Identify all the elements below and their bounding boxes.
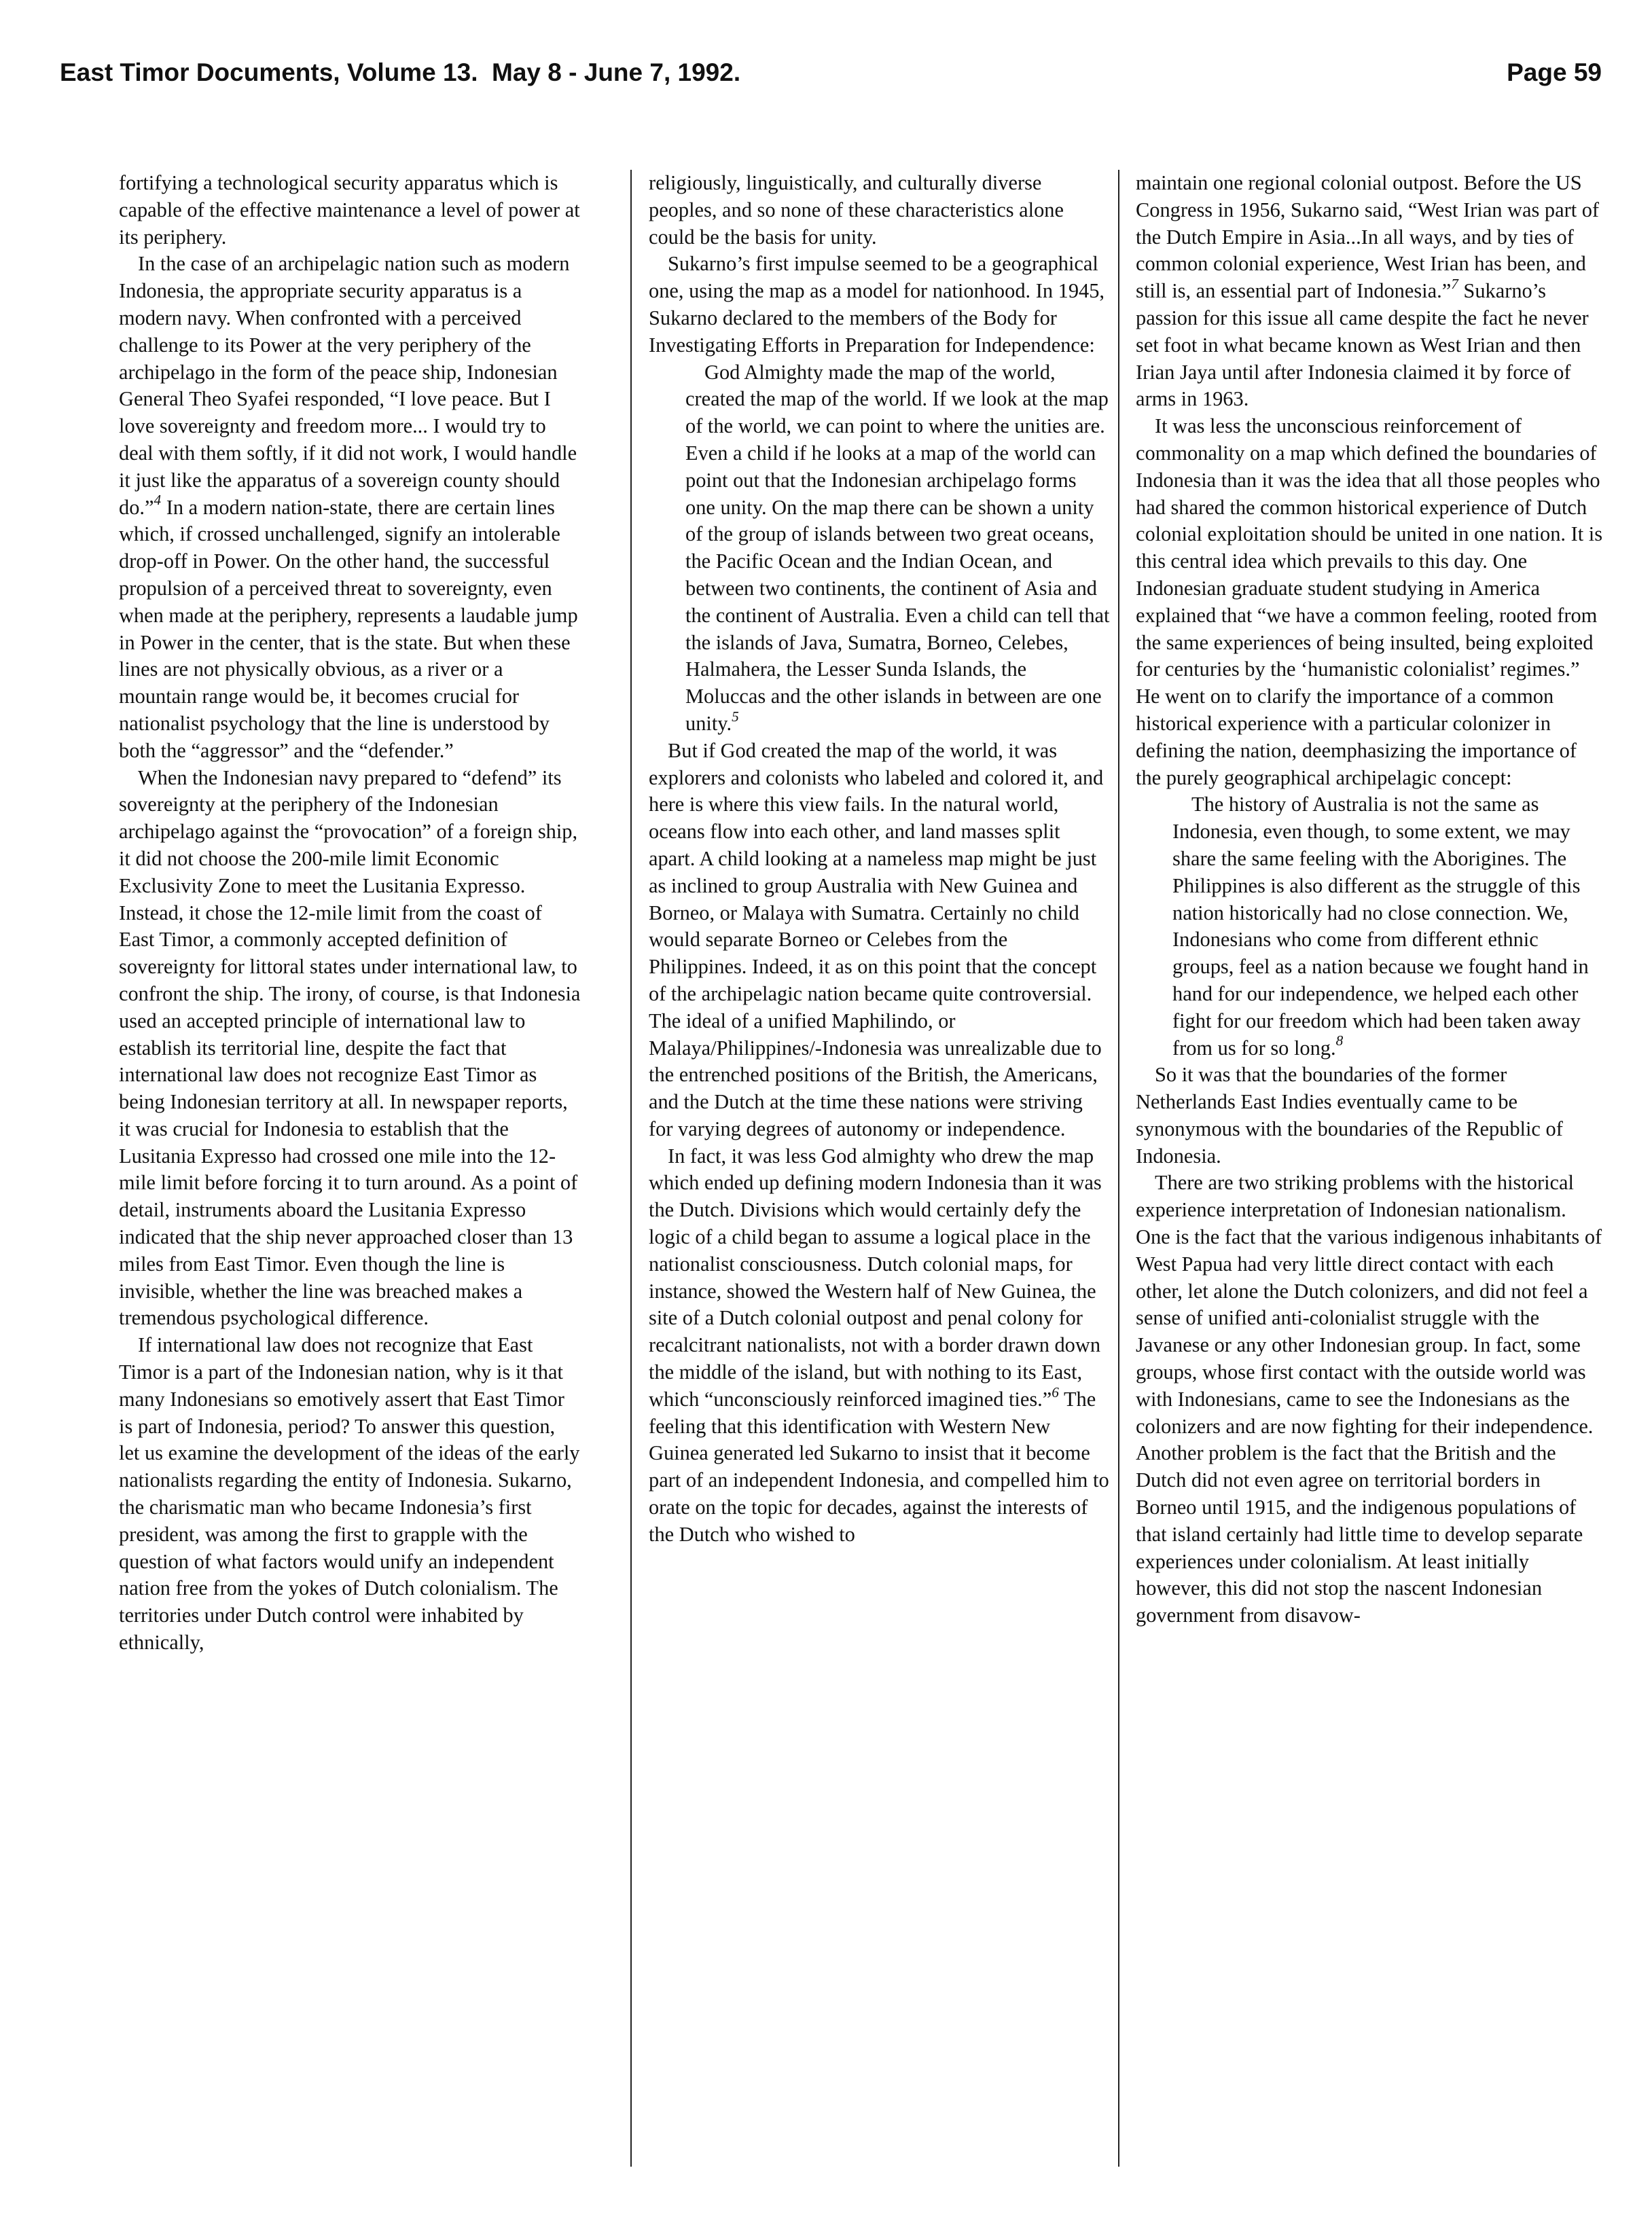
paragraph-text: It was less the unconscious reinforcement of commonality on a map which defined the boundaries of Indonesia than it was the idea that all those peoples who had shared the common historical experience of Dutch colonial exploitation should be united in one nation. It is this central idea which prevails to this day. One Indonesian graduate student studying in America explained that “we have a common feeling, rooted from the same experiences of being insulted, being exploited for centuries by the ‘humanistic colonialist’ regimes.” He went on to clarify the importance of a common historical experience with a particular colonizer in defining the nation, deemphasizing the importance of the purely geographical archipelagic concept: bbox=[1136, 414, 1603, 789]
page-header bbox=[60, 58, 1602, 106]
paragraph bbox=[119, 251, 581, 764]
paragraph-text: In fact, it was less God almighty who drew the map which ended up defining modern Indonesia than it was the Dutch. Divisions which would certainly defy the logic of a child began to assume a logical place in the nationalist consciousness. Dutch colonial maps, for instance, showed the Western half of New Guinea, the site of a Dutch colonial outpost and penal colony for recalcitrant nationalists, not with a border drawn down the middle of the island, but with nothing to its East, which “unconsciously reinforced imagined ties.” bbox=[649, 1144, 1102, 1411]
footnote-marker: 7 bbox=[1451, 275, 1458, 292]
paragraph bbox=[1136, 1062, 1604, 1170]
paragraph-text-continued: The feeling that this identification with Western New Guinea generated led Sukarno to insist that it become part of an independent Indonesia, and compelled him to orate on the topic for decades, against the interests of the Dutch who wished to bbox=[649, 1387, 1109, 1546]
paragraph-text: If international law does not recognize that East Timor is a part of the Indonesian nation, why is it that many Indonesians so emotively assert that East Timor is part of Indonesia, period? To answer this question, let us examine the development of the ideas of the early nationalists regarding the entity of Indonesia. Sukarno, the charismatic man who became Indonesia’s first president, was among the first to grapple with the question of what factors would unify an independent nation free from the yokes of Dutch colonialism. The territories under Dutch control were inhabited by ethnically, bbox=[119, 1333, 580, 1655]
footnote-marker: 8 bbox=[1335, 1032, 1344, 1049]
paragraph-text-continued: In a modern nation-state, there are certain lines which, if crossed unchallenged, signify an intolerable drop-off in Power. On the other hand, the successful propulsion of a perceived threat to sovereignty, even when made at the periphery, represents a laudable jump in Power in the center, that is the state. But when these lines are not physically obvious, as a river or a mountain range would be, it becomes crucial for nationalist psychology that the line is understood by both the “aggressor” and the “defender.” bbox=[119, 495, 578, 762]
document-date: May 8 - June 7, 1992. bbox=[492, 58, 741, 86]
paragraph-text: So it was that the boundaries of the former Netherlands East Indies eventually came to be synonymous with the boundaries of the Republic of Indonesia. bbox=[1136, 1063, 1563, 1168]
paragraph bbox=[649, 738, 1111, 1143]
paragraph bbox=[1136, 1170, 1604, 1629]
text-column-3 bbox=[1136, 170, 1604, 2167]
block-quote-paragraph bbox=[685, 359, 1111, 738]
column-divider bbox=[1118, 170, 1119, 2167]
paragraph-text-continued: Sukarno’s passion for this issue all came despite the fact he never set foot in what became known as West Irian and then Irian Jaya until after Indonesia claimed it by force of arms in 1963. bbox=[1136, 279, 1589, 411]
block-quote bbox=[685, 359, 1111, 738]
paragraph bbox=[1136, 170, 1604, 413]
paragraph bbox=[119, 1332, 581, 1657]
text-column-1 bbox=[119, 170, 581, 2167]
paragraph bbox=[649, 170, 1111, 251]
footnote-marker: 5 bbox=[732, 708, 739, 725]
paragraph bbox=[119, 170, 581, 251]
paragraph-text: There are two striking problems with the historical experience interpretation of Indonesian nationalism. One is the fact that the various indigenous inhabitants of West Papua had very little direct contact with each other, let alone the Dutch colonizers, and did not feel a sense of unified anti-colonialist struggle with the Javanese or any other Indonesian group. In fact, some groups, whose first contact with the outside world was with Indonesians, came to see the Indonesians as the colonizers and are now fighting for their independence. Another problem is the fact that the British and the Dutch did not even agree on territorial borders in Borneo until 1915, and the indigenous populations of that island certainly had little time to develop separate experiences under colonialism. At least initially however, this did not stop the nascent Indonesian government from disavow- bbox=[1136, 1171, 1602, 1627]
footnote-marker: 4 bbox=[154, 492, 162, 509]
block-quote-paragraph bbox=[1172, 791, 1604, 1062]
footnote-marker: 6 bbox=[1052, 1384, 1059, 1401]
block-quote bbox=[1172, 791, 1604, 1062]
document-title bbox=[60, 58, 740, 87]
paragraph-text: religiously, linguistically, and culturally diverse peoples, and so none of these characteristics alone could be the basis for unity. bbox=[649, 171, 1064, 249]
paragraph-text: But if God created the map of the world, it was explorers and colonists who labeled and colored it, and here is where this view fails. In the natural world, oceans flow into each other, and land masses split apart. A child looking at a nameless map might be just as inclined to group Australia with New Guinea and Borneo, or Malaya with Sumatra. Certainly no child would separate Borneo or Celebes from the Philippines. Indeed, it as on this point that the concept of the archipelagic nation became quite controversial. The ideal of a unified Maphilindo, or Malaya/Philippines/-Indonesia was unrealizable due to the entrenched positions of the British, the Americans, and the Dutch at the time these nations were striving for varying degrees of autonomy or independence. bbox=[649, 738, 1104, 1140]
paragraph-text: When the Indonesian navy prepared to “defend” its sovereignty at the periphery of the Indonesian archipelago against the “provocation” of a foreign ship, it did not choose the 200-mile limit Economic Exclusivity Zone to meet the Lusitania Expresso. Instead, it chose the 12-mile limit from the coast of East Timor, a commonly accepted definition of sovereignty for littoral states under international law, to confront the ship. The irony, of course, is that Indonesia used an accepted principle of international law to establish its territorial line, despite the fact that international law does not recognize East Timor as being Indonesian territory at all. In newspaper reports, it was crucial for Indonesia to establish that the Lusitania Expresso had crossed one mile into the 12-mile limit before forcing it to turn around. As a point of detail, instruments aboard the Lusitania Expresso indicated that the ship never approached closer than 13 miles from East Timor. Even though the line is invisible, whether the line was breached makes a tremendous psychological difference. bbox=[119, 765, 581, 1330]
paragraph-text: The history of Australia is not the same as Indonesia, even though, to some extent, we may share the same feeling with the Aborigines. The Philippines is also different as the struggle of this nation historically had no close connection. We, Indonesians who come from different ethnic groups, feel as a nation because we fought hand in hand for our independence, we helped each other fight for our freedom which had been taken away from us for so long. bbox=[1172, 793, 1589, 1060]
paragraph bbox=[119, 765, 581, 1333]
paragraph-text: fortifying a technological security apparatus which is capable of the effective maintenance a level of power at its periphery. bbox=[119, 171, 580, 249]
paragraph-text: maintain one regional colonial outpost. Before the US Congress in 1956, Sukarno said, “West Irian was part of the Dutch Empire in Asia...In all ways, and by ties of common colonial experience, West Irian has been, and still is, an essential part of Indonesia.” bbox=[1136, 171, 1600, 303]
paragraph bbox=[649, 251, 1111, 359]
paragraph bbox=[1136, 413, 1604, 791]
paragraph bbox=[649, 1143, 1111, 1549]
column-divider bbox=[630, 170, 632, 2167]
paragraph-text: Sukarno’s first impulse seemed to be a geographical one, using the map as a model for nationhood. In 1945, Sukarno declared to the members of the Body for Investigating Efforts in Preparation for Independence: bbox=[649, 252, 1105, 357]
page-number: Page 59 bbox=[1507, 58, 1602, 86]
text-column-2 bbox=[649, 170, 1111, 2167]
document-name: East Timor Documents, Volume 13. bbox=[60, 58, 478, 86]
paragraph-text: God Almighty made the map of the world, created the map of the world. If we look at the map of the world, we can point to where the unities are. Even a child if he looks at a map of the world can point out that the Indonesian archipelago forms one unity. On the map there can be shown a unity of the group of islands between two great oceans, the Pacific Ocean and the Indian Ocean, and between two continents, the continent of Asia and the continent of Australia. Even a child can tell that the islands of Java, Sumatra, Borneo, Celebes, Halmahera, the Lesser Sunda Islands, the Moluccas and the other islands in between are one unity. bbox=[685, 360, 1110, 735]
paragraph-text: In the case of an archipelagic nation such as modern Indonesia, the appropriate security apparatus is a modern navy. When confronted with a perceived challenge to its Power at the very periphery of the archipelago in the form of the peace ship, Indonesian General Theo Syafei responded, “I love peace. But I love sovereignty and freedom more... I would try to deal with them softly, if it did not work, I would handle it just like the apparatus of a sovereign county should do.” bbox=[119, 252, 577, 519]
